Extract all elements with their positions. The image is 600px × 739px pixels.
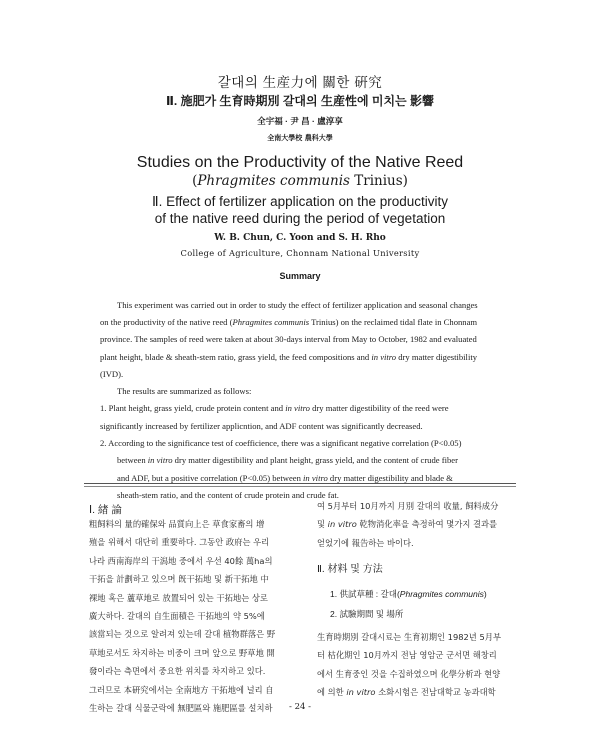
result-item-2-cont: sheath-stem ratio, and the content of crude protein and crude fat. — [117, 489, 339, 500]
summary-line: province. The samples of reed were taken at about 30-days interval from May to October, 1982 and evaluated — [100, 334, 477, 345]
summary-line: plant height, blade & sheath-stem ratio, grass yield, the feed compositions and in vitro dry matter digestibility — [100, 351, 478, 362]
summary-line: (IVD). — [100, 368, 124, 379]
intro-line: 該當되는 것으로 알려져 있는데 갈대 植物群落은 野 — [89, 629, 276, 640]
methods-line: 에서 生育중인 것을 수집하였으며 化學分析과 현양 — [317, 668, 501, 679]
result-item-2: 2. According to the significance test of coefficience, there was a significant negative correlation (P<0.05) — [100, 438, 462, 449]
subsection-species: 1. 供試草種 : 갈대(Phragmites communis) — [330, 589, 487, 599]
section-methods-heading: Ⅱ. 材料 및 方法 — [317, 564, 383, 575]
intro-line: 草地로서도 차지하는 비중이 크며 앞으로 野草地 開 — [89, 647, 275, 658]
page-number: - 24 - — [289, 702, 311, 712]
intro-line: 殖을 위해서 대단히 重要하다. 그동안 政府는 우리 — [89, 537, 270, 548]
english-subtitle-line1: Ⅱ. Effect of fertilizer application on the productivity — [151, 194, 449, 209]
result-item-2-cont: and ADF, but a positive correlation (P<0.05) between in vitro dry matter digestibility and blade & — [117, 472, 453, 483]
summary-heading: Summary — [279, 271, 321, 281]
section-intro-heading: Ⅰ. 緖 論 — [89, 504, 122, 516]
intro-line: 나라 西南海岸의 干潟地 중에서 우선 40餘 萬ha의 — [89, 555, 273, 566]
subsection-period: 2. 試驗期間 및 場所 — [330, 609, 404, 619]
intro-line: 裸地 혹은 蘆草地로 放置되어 있는 干拓地는 상로 — [89, 592, 268, 603]
intro-line: 廣大하다. 갈대의 自生面積은 干拓地의 약 5%에 — [89, 610, 265, 621]
methods-line: 生育時期別 갈대시료는 生育初期인 1982년 5月부 — [317, 632, 502, 642]
intro-line: 粗飼料의 量的確保와 品質向上은 草食家畜의 增 — [89, 519, 265, 529]
english-subtitle-line2: of the native reed during the period of vegetation — [154, 211, 446, 226]
summary-intro-rest — [100, 314, 516, 504]
intro-line: 그러므로 本硏究에서는 全南地方 干拓地에 널리 自 — [89, 684, 274, 695]
summary-intro — [100, 297, 516, 314]
result-item-2-cont: between in vitro dry matter digestibility and plant height, grass yield, and the content of crude fiber — [117, 455, 458, 466]
intro-line: 干拓을 計劃하고 있으며 旣干拓地 및 新干拓地 中 — [89, 574, 269, 585]
english-title: Studies on the Productivity of the Native Reed — [136, 154, 464, 171]
species-name: Phragmites communis — [399, 589, 484, 599]
methods-text — [317, 628, 517, 702]
summary-line: This experiment was carried out in order to study the effect of fertilizer application and seasonal changes — [117, 300, 478, 310]
intro-cont-line: 및 in vitro 乾物消化率을 측정하여 몇가지 결과를 — [317, 519, 498, 530]
korean-title: 갈대의 生産力에 關한 硏究 — [217, 75, 383, 90]
summary-line: on the productivity of the native reed (Phragmites communis Trinius) on the reclaimed tidal flate in Chonnam — [100, 317, 478, 327]
methods-line: 터 枯化期인 10月까지 전남 영암군 군서면 해창리 — [317, 650, 497, 661]
korean-affiliation: 全南大學校 農科大學 — [267, 133, 333, 142]
english-species-line: (Phragmites communis Trinius) — [192, 173, 408, 189]
result-item-1-cont: significantly increased by fertilizer applicntion, and ADF content was significantly decreased. — [100, 420, 423, 431]
divider-bottom — [84, 486, 516, 487]
intro-text — [89, 515, 297, 717]
methods-line: 에 의한 in vitro 소화시험은 전남대학교 농과대학 — [317, 687, 496, 698]
intro-line: 生하는 갈대 식물군락에 無肥區와 施肥區를 설치하 — [89, 702, 273, 713]
species-name: Phragmites communis — [197, 173, 350, 189]
english-affiliation: College of Agriculture, Chonnam National University — [180, 248, 420, 258]
divider-top — [84, 483, 516, 484]
intro-line: 發이라는 측면에서 중요한 위치를 차지하고 있다. — [89, 666, 266, 677]
results-intro: The results are summarized as follows: — [117, 386, 252, 397]
english-authors: W. B. Chun, C. Yoon and S. H. Rho — [214, 233, 386, 243]
result-item-1: 1. Plant height, grass yield, crude protein content and in vitro dry matter digestibility of the reed were — [100, 403, 449, 414]
korean-authors: 全宇福 · 尹 昌 · 盧淳享 — [257, 116, 343, 126]
right-intro-text — [317, 497, 517, 552]
intro-cont-line: 여 5月부터 10月까지 月別 갈대의 收量, 飼料成分 — [317, 501, 499, 511]
korean-subtitle: Ⅱ. 施肥가 生育時期別 갈대의 生産性에 미치는 影響 — [166, 94, 434, 108]
intro-cont-line: 얻었기에 報告하는 바이다. — [317, 537, 414, 548]
